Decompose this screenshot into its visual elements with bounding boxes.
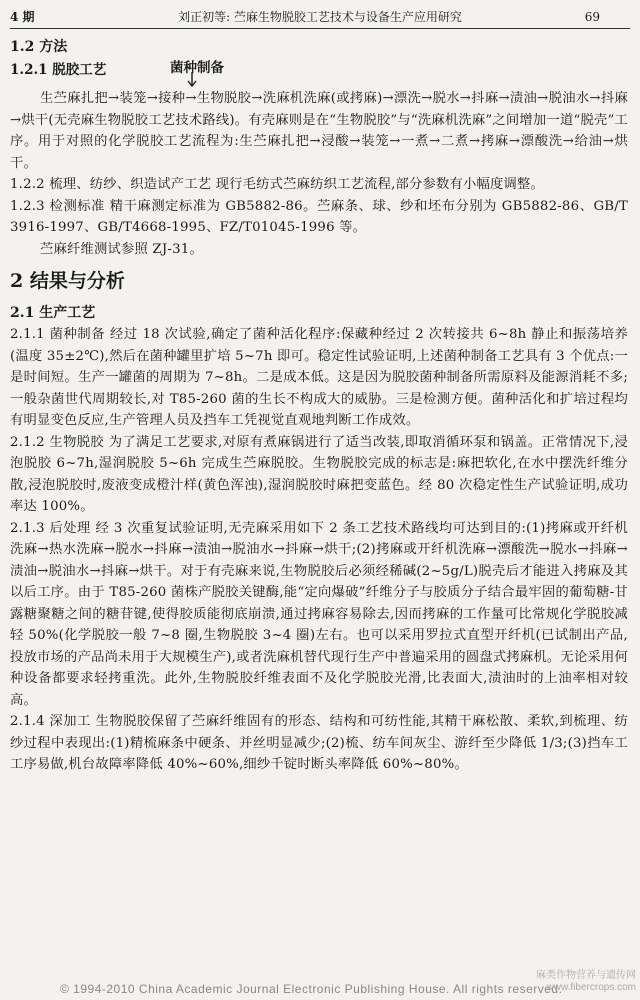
site-watermark: [536, 970, 636, 994]
page-number: 69: [584, 10, 600, 24]
subsection-2-1-3: 2.1.3 后处理 经 3 次重复试验证明,无壳麻采用如下 2 条工艺技术路线均可达到目的:(1)拷麻或开纤机洗麻→热水洗麻→脱水→抖麻→渍油→脱油水→抖麻→烘干;(2)拷麻或开纤机洗麻→漂酸洗→脱水→抖麻→渍油→脱油水→抖麻→烘干。对于有壳麻来说,生物脱胶后必须经稀碱(2~5g/L)脱壳后才能进入拷麻及其以后工序。由于 T85-260 菌株产脱胶关键酶,能“定向爆破”纤维分子与胶质分子结合最牢固的葡萄糖-甘露糖聚糖之间的糖苷键,使得胶质能彻底崩溃,通过拷麻容易除去,因而拷麻的工作量可比常规化学脱胶减轻 50%(化学脱胶一般 7~8 圈,生物脱胶 3~4 圈)左右。也可以采用罗拉式直型开纤机(已试制出产品,投放市场的产品尚未用于大规模生产),或者洗麻机替代现行生产中普遍采用的圆盘式拷麻机。无论采用何种设备都要求轻拷重洗。此外,生物脱胶纤维表面不及化学脱胶光滑,比表面大,渍油时的上油率相对较高。: [10, 520, 628, 708]
subsection-1-2-2: 1.2.2 梳理、纺纱、织造试产工艺 现行毛纺式苎麻纺织工艺流程,部分参数有小幅度调整。: [10, 177, 544, 192]
watermark-line-1: 麻类作物营养与遗传网: [536, 970, 636, 981]
subsection-2-1-1: 2.1.1 菌种制备 经过 18 次试验,确定了菌种活化程序:保藏种经过 2 次转接共 6~8h 静止和振荡培养(温度 35±2℃),然后在菌种罐里扩培 5~7h 即可。稳定性试验证明,上述菌种制备工艺具有 3 个优点:一是时间短。生产一罐菌的周期为 7~8h。二是成本低。这是因为脱胶菌种制备所需原料及能源消耗不多;一般杂菌世代周期较长,对 T85-260 菌的生长不构成大的威胁。三是检测方便。菌种活化和扩培过程均有明显变色反应,生产管理人员及挡车工凭视觉直观地判断工作成效。: [10, 327, 628, 428]
running-title: 刘正初等: 苎麻生物脱胶工艺技术与设备生产应用研究: [178, 10, 462, 24]
subsection-number: 1.2.1 脱胶工艺: [10, 62, 107, 78]
process-annotation: 菌种制备: [170, 60, 224, 76]
section-heading-2-1: 2.1 生产工艺: [10, 305, 96, 321]
copyright-footer: © 1994-2010 China Academic Journal Electronic Publishing House. All rights reserved.: [60, 982, 563, 996]
running-header: [10, 6, 630, 29]
subsection-2-1-2: 2.1.2 生物脱胶 为了满足工艺要求,对原有煮麻锅进行了适当改装,即取消循环泵和锅盖。正常情况下,浸泡脱胶 6~7h,湿润脱胶 5~6h 完成生苎麻脱胶。生物脱胶完成的标志是:麻把软化,在水中摆洗纤维分散,浸泡脱胶时,废液变成橙汁样(黄色浑浊),湿润脱胶时麻把变蓝色。经 80 次稳定性生产试验证明,成功率达 100%。: [10, 434, 628, 514]
watermark-line-2: www.fibercrops.com: [546, 982, 636, 993]
subsection-1-2-3: 1.2.3 检测标准 精干麻测定标准为 GB5882-86。苎麻条、球、纱和坯布分别为 GB5882-86、GB/T 3916-1997、GB/T4668-1995、FZ/T01045-1996 等。: [10, 198, 628, 235]
subsection-1-2-1-heading: [10, 58, 628, 78]
article-body: [10, 36, 628, 776]
down-arrow-icon: [186, 72, 198, 88]
section-heading-1-2: 1.2 方法: [10, 39, 68, 55]
issue-label: 4 期: [10, 10, 35, 24]
testing-reference-paragraph: 苎麻纤维测试参照 ZJ-31。: [40, 241, 203, 257]
subsection-2-1-4: 2.1.4 深加工 生物脱胶保留了苎麻纤维固有的形态、结构和可纺性能,其精干麻松散、柔软,到梳理、纺纱过程中表现出:(1)精梳麻条中硬条、并丝明显减少;(2)梳、纺车间灰尘、游纤至少降低 1/3;(3)挡车工工序易做,机台故障率降低 40%~60%,细纱千锭时断头率降低 60%~80%。: [10, 714, 628, 772]
process-flow-paragraph: 生苎麻扎把→装笼→接种→生物脱胶→洗麻机洗麻(或拷麻)→漂洗→脱水→抖麻→渍油→脱油水→抖麻→烘干(无壳麻生物脱胶工艺技术路线)。有壳麻则是在“生物脱胶”与“洗麻机洗麻”之间增加一道“脱壳”工序。用于对照的化学脱胶工艺流程为:生苎麻扎把→浸酸→装笼→一煮→二煮→拷麻→漂酸洗→给油→烘干。: [10, 91, 628, 171]
section-heading-2: 2 结果与分析: [10, 270, 125, 292]
